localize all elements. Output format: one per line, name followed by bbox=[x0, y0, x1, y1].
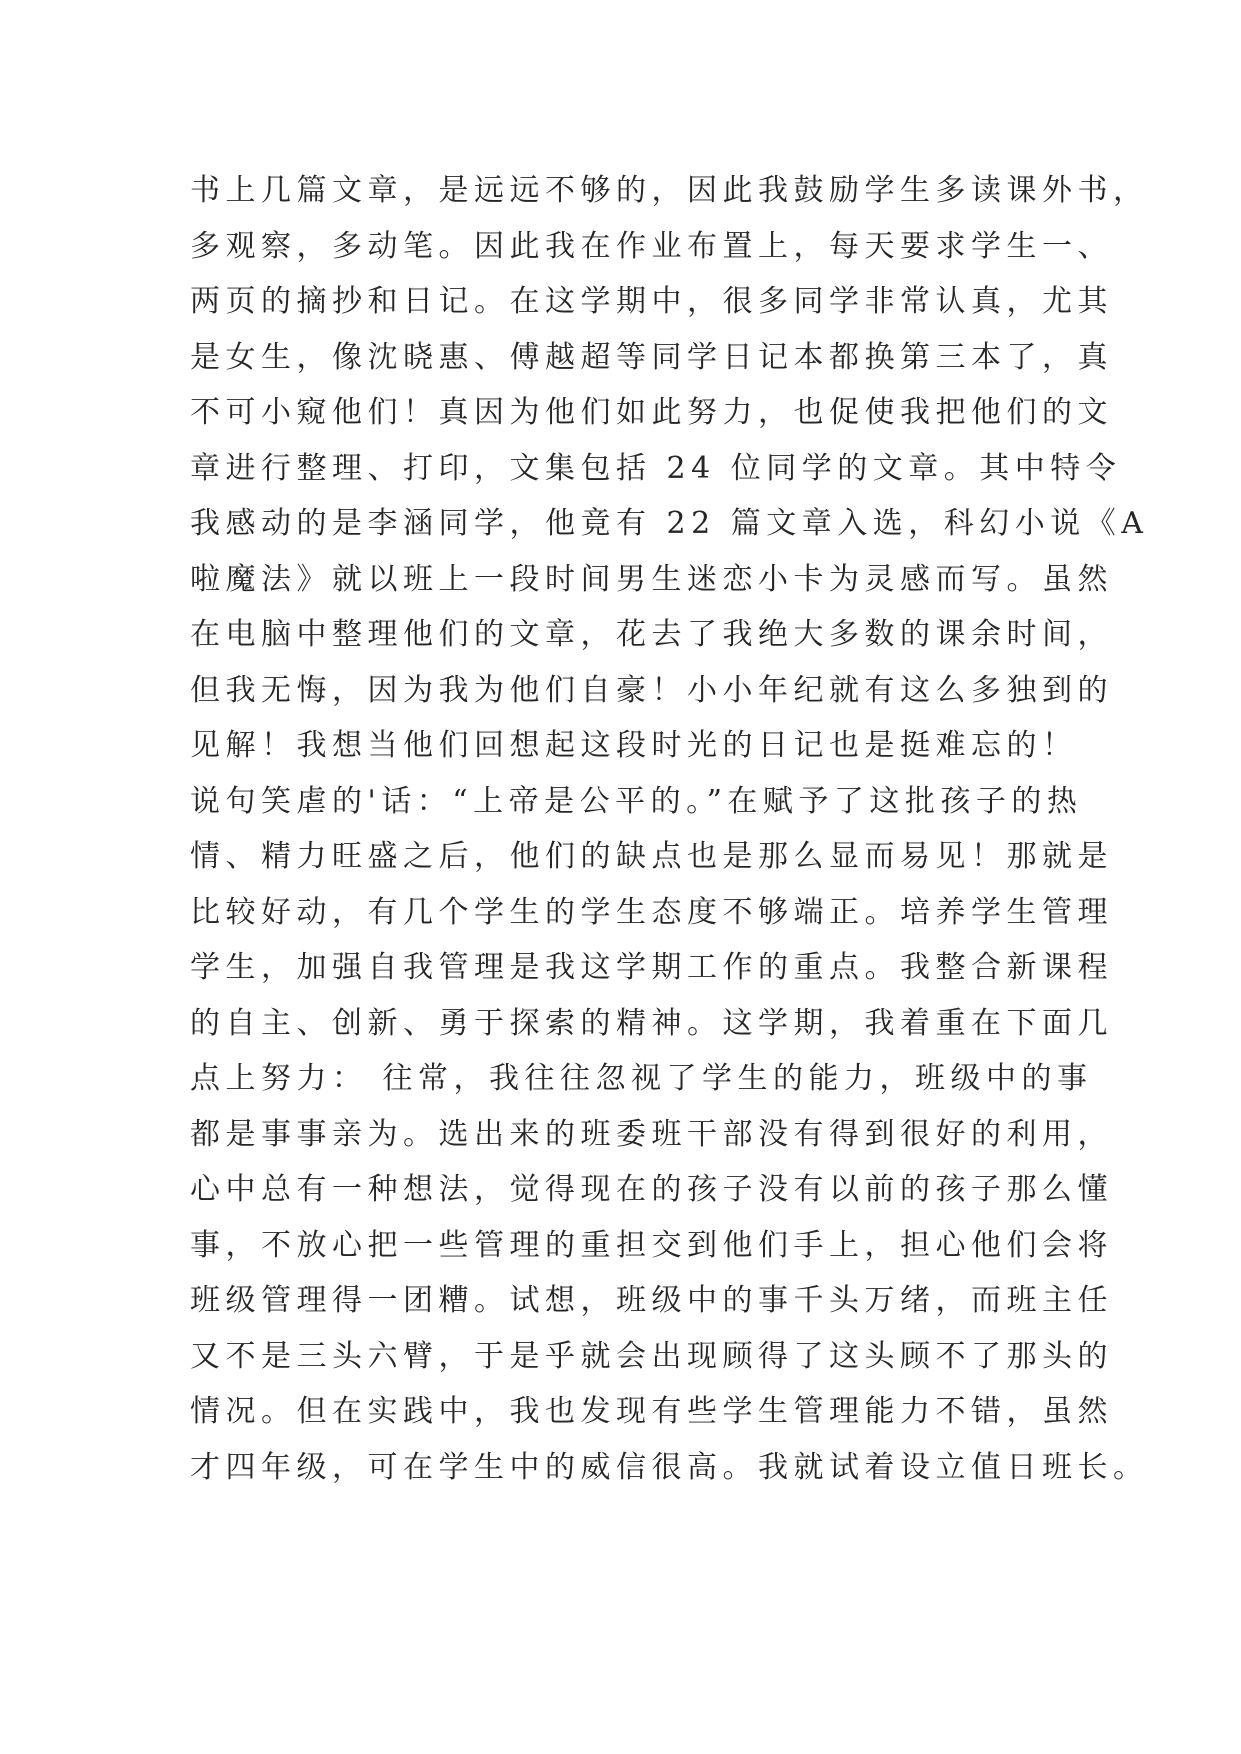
text-line: 但我无悔，因为我为他们自豪！小小年纪就有这么多独到的 bbox=[190, 672, 1113, 708]
text-line: 班级管理得一团糟。试想，班级中的事千头万绪，而班主任 bbox=[190, 1283, 1113, 1318]
text-line: 书上几篇文章，是远远不够的，因此我鼓励学生多读课外书， bbox=[190, 173, 1149, 208]
text-line: 是女生，像沈晓惠、傅越超等同学日记本都换第三本了，真 bbox=[190, 339, 1113, 375]
text-line: 在电脑中整理他们的文章，花去了我绝大多数的课余时间， bbox=[190, 617, 1113, 652]
text-line: 的自主、创新、勇于探索的精神。这学期，我着重在下面几 bbox=[190, 1005, 1113, 1041]
body-text bbox=[190, 163, 1149, 1495]
text-line: 点上努力： 往常，我往往忽视了学生的能力，班级中的事 bbox=[190, 1061, 1093, 1096]
text-line: 都是事事亲为。选出来的班委班干部没有得到很好的利用， bbox=[190, 1116, 1113, 1152]
text-line: 啦魔法》就以班上一段时间男生迷恋小卡为灵感而写。虽然 bbox=[190, 561, 1113, 597]
text-line: 情、精力旺盛之后，他们的缺点也是那么显而易见！那就是 bbox=[190, 839, 1113, 874]
text-line: 心中总有一种想法，觉得现在的孩子没有以前的孩子那么懂 bbox=[190, 1172, 1113, 1207]
text-line: 见解！我想当他们回想起这段时光的日记也是挺难忘的！ bbox=[190, 728, 1078, 763]
text-line: 我感动的是李涵同学，他竟有 22 篇文章入选，科幻小说《A bbox=[190, 506, 1149, 541]
text-line: 事，不放心把一些管理的重担交到他们手上，担心他们会将 bbox=[190, 1227, 1113, 1263]
text-line: 说句笑虐的'话：“上帝是公平的。”在赋予了这批孩子的热 bbox=[190, 783, 1083, 819]
text-line: 多观察，多动笔。因此我在作业布置上，每天要求学生一、 bbox=[190, 228, 1113, 264]
text-line: 比较好动，有几个学生的学生态度不够端正。培养学生管理 bbox=[190, 894, 1113, 930]
text-line: 学生，加强自我管理是我这学期工作的重点。我整合新课程 bbox=[190, 950, 1113, 985]
text-line: 又不是三头六臂，于是乎就会出现顾得了这头顾不了那头的 bbox=[190, 1338, 1113, 1374]
text-line: 情况。但在实践中，我也发现有些学生管理能力不错，虽然 bbox=[190, 1394, 1113, 1429]
text-line: 章进行整理、打印，文集包括 24 位同学的文章。其中特令 bbox=[190, 450, 1122, 486]
text-line: 才四年级，可在学生中的威信很高。我就试着设立值日班长。 bbox=[190, 1449, 1149, 1485]
text-line: 两页的摘抄和日记。在这学期中，很多同学非常认真，尤其 bbox=[190, 284, 1113, 319]
text-line: 不可小窥他们！真因为他们如此努力，也促使我把他们的文 bbox=[190, 395, 1113, 430]
